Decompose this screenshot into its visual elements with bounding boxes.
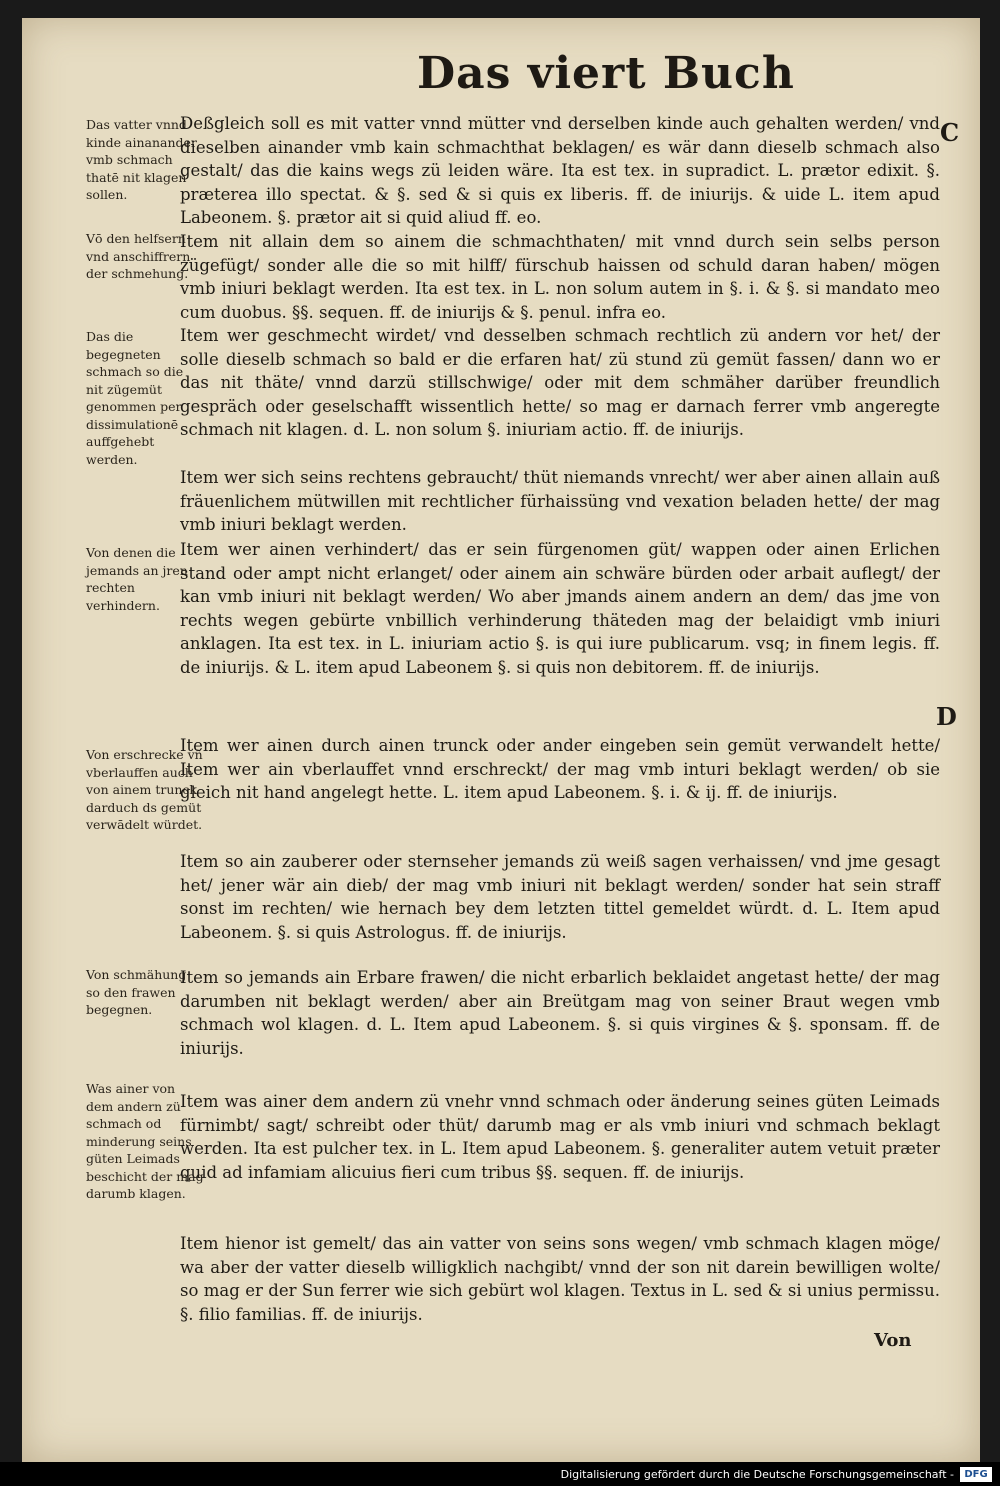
dfg-logo[interactable]: DFG xyxy=(960,1467,992,1482)
section-marker-c: C xyxy=(940,118,960,147)
body-paragraph: Item was ainer dem andern zü vnehr vnnd schmach oder änderung seines güten Leimads fürnimbt/ sagt/ schreibt oder thüt/ darumb mag er als vmb iniuri vnd schmach beklagt werden. Ita est pulcher tex. in L. Item apud Labeonem. §. generaliter autem vetuit præter quid ad infamiam alicuius fieri cum tribus §§. sequen. ff. de iniurijs. xyxy=(180,1092,940,1182)
body-paragraph: Item wer ainen durch ainen trunck oder ander eingeben sein gemüt verwandelt hette/ Item wer ain vberlauffet vnnd erschreckt/ der mag vmb inturi beklagt werden/ ob sie gleich nit hand angelegt hette. L. item apud Labeonem. §. i. & ij. ff. de iniurijs. xyxy=(180,736,940,802)
margin-note: Von denen die jemands an jren rechten verhindern. xyxy=(86,545,188,613)
footer-bar xyxy=(0,1462,1000,1486)
catchword: Von xyxy=(874,1330,912,1351)
page-header-title: Das viert Buch xyxy=(417,48,795,99)
margin-note: Das vatter vnnd kinde ainanander vmb schmach thatē nit klagen sollen. xyxy=(86,117,197,202)
body-paragraph: Item so jemands ain Erbare frawen/ die nicht erbarlich beklaidet angetast hette/ der mag darumben nit beklagt werden/ aber ain Breütgam mag von seiner Braut wegen vmb schmach wol klagen. d. L. Item apud Labeonem. §. si quis virgines & §. sponsam. ff. de iniurijs. xyxy=(180,968,940,1058)
margin-note: Von erschrecke vñ vberlauffen auch von ainem trunck darduch ds gemüt verwādelt würdet. xyxy=(86,747,203,832)
section-marker-d: D xyxy=(936,702,957,731)
body-paragraph: Deßgleich soll es mit vatter vnnd mütter vnd derselben kinde auch gehalten werden/ vnd dieselben ainander vmb kain schmachthat beklagen/ es wär dann dieselb schmach also gestalt/ das die kains wegs zü leiden wäre. Ita est tex. in supradict. L. prætor edixit. §. præterea illo spectat. & §. sed & si quis ex liberis. ff. de iniurijs. & uide L. item apud Labeonem. §. prætor ait si quid aliud ff. eo. xyxy=(180,114,940,227)
body-paragraph: Item nit allain dem so ainem die schmachthaten/ mit vnnd durch sein selbs person zügefügt/ sonder alle die so mit hilff/ fürschub haissen od schuld daran haben/ mögen vmb iniuri beklagt werden. Ita est tex. in L. non solum autem in §. i. & §. si mandato meo cum duobus. §§. sequen. ff. de iniurijs & §. penul. infra eo. xyxy=(180,232,940,322)
body-paragraph: Item wer sich seins rechtens gebraucht/ thüt niemands vnrecht/ wer aber ainen allain auß fräuenlichem mütwillen mit rechtlicher fürhaissüng vnd vexation beladen hette/ der mag vmb iniuri beklagt werden. xyxy=(180,468,940,534)
margin-note: Von schmähung so den frawen begegnen. xyxy=(86,967,187,1017)
body-paragraph: Item hienor ist gemelt/ das ain vatter von seins sons wegen/ vmb schmach klagen möge/ wa aber der vatter dieselb willigklich nachgibt/ vnnd der son nit darein bewilligen wolte/ so mag er der Sun ferrer wie sich gebürt wol klagen. Textus in L. sed & si unius permissu. §. filio familias. ff. de iniurijs. xyxy=(180,1234,940,1324)
body-paragraph: Item wer geschmecht wirdet/ vnd desselben schmach rechtlich zü andern vor het/ der solle dieselb schmach so bald er die erfaren hat/ zü stund zü gemüt fassen/ dann wo er das nit thäte/ vnnd darzü stillschwige/ oder mit dem schmäher darüber freundlich gespräch oder geselschafft wissentlich hette/ so mag er darnach ferrer vmb angeregte schmach nit klagen. d. L. non solum §. iniuriam actio. ff. de iniurijs. xyxy=(180,326,940,439)
body-paragraph: Item so ain zauberer oder sternseher jemands zü weiß sagen verhaissen/ vnd jme gesagt het/ jener wär ain dieb/ der mag vmb iniuri nit beklagt werden/ sonder hat sein straff sonst im rechten/ wie hernach bey dem letzten tittel gemeldet würdt. d. L. Item apud Labeonem. §. si quis Astrologus. ff. de iniurijs. xyxy=(180,852,940,942)
body-paragraph: Item wer ainen verhindert/ das er sein fürgenomen güt/ wappen oder ainen Erlichen stand oder ampt nicht erlanget/ oder ainem ain schwäre bürden oder arbait auflegt/ der kan vmb iniuri nit beklagt werden/ Wo aber jmands ainem andern an dem/ das jme von rechts wegen gebürte vnbillich verhinderung thäteden mag der belaidigt vmb iniuri anklagen. Ita est tex. in L. iniuriam actio §. is qui iure publicarum. vsq; in finem legis. ff. de iniurijs. & L. item apud Labeonem §. si quis non debitorem. ff. de iniurijs. xyxy=(180,540,940,677)
margin-note: Was ainer von dem andern zü schmach od minderung seins güten Leimads beschicht der mag darumb klagen. xyxy=(86,1081,204,1201)
book-page xyxy=(22,18,980,1462)
margin-note: Vō den helfsern vnd anschiffrern der schmehung. xyxy=(86,231,191,281)
margin-note: Das die begegneten schmach so die nit zügemüt genommen per dissimulationē auffgehebt werden. xyxy=(86,329,184,467)
footer-credit: Digitalisierung gefördert durch die Deutsche Forschungsgemeinschaft - xyxy=(560,1468,954,1481)
